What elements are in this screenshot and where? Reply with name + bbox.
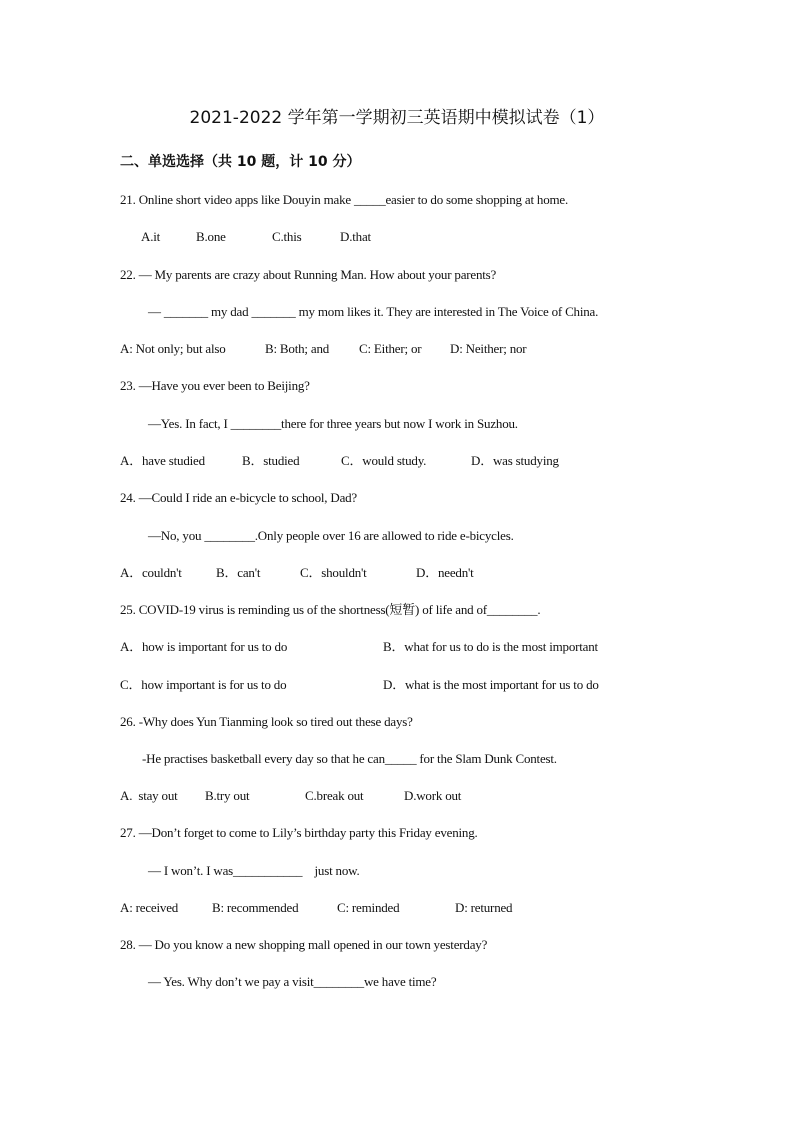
q23-option-b: B．studied [242,453,300,468]
q27-option-d: D: returned [455,900,513,915]
q25-option-a: A．how is important for us to do [120,639,288,654]
section-heading: 二、单选选择（共 10 题，计 10 分） [120,154,361,170]
q22-option-a: A: Not only; but also [120,341,226,356]
q23-option-a: A．have studied [120,453,205,468]
question-22-stem: 22. — My parents are crazy about Running Man. How about your parents? [120,267,497,282]
question-27-reply: — I won’t. I was___________ just now. [148,863,360,878]
q21-option-c: C.this [272,229,302,244]
q22-option-b: B: Both; and [265,341,330,356]
q24-option-d: D．needn't [416,565,474,580]
q26-option-d: D.work out [404,788,462,803]
question-22-reply: — _______ my dad _______ my mom likes it. They are interested in The Voice of China. [148,304,599,319]
q22-option-c: C: Either; or [359,341,422,356]
question-28-stem: 28. — Do you know a new shopping mall opened in our town yesterday? [120,937,488,952]
question-26-stem: 26. -Why does Yun Tianming look so tired out these days? [120,714,413,729]
page-title: 2021-2022 学年第一学期初三英语期中模拟试卷（1） [189,108,605,128]
q23-option-d: D．was studying [471,453,559,468]
question-24-reply: —No, you ________.Only people over 16 are allowed to ride e-bicycles. [148,528,514,543]
question-25-stem: 25. COVID-19 virus is reminding us of the shortness(短暂) of life and of________. [120,602,541,617]
q24-option-b: B．can't [216,565,261,580]
q24-option-c: C．shouldn't [300,565,367,580]
q26-option-c: C.break out [305,788,364,803]
question-27-stem: 27. —Don’t forget to come to Lily’s birthday party this Friday evening. [120,825,478,840]
question-28-reply: — Yes. Why don’t we pay a visit________we have time? [148,974,437,989]
q27-option-a: A: received [120,900,179,915]
q21-option-a: A.it [141,229,161,244]
question-23-stem: 23. —Have you ever been to Beijing? [120,378,310,393]
question-23-reply: —Yes. In fact, I ________there for three years but now I work in Suzhou. [148,416,518,431]
q21-option-d: D.that [340,229,371,244]
q27-option-b: B: recommended [212,900,299,915]
q25-option-b: B．what for us to do is the most important [383,639,598,654]
q25-option-c: C．how important is for us to do [120,677,287,692]
q23-option-c: C．would study. [341,453,427,468]
q22-option-d: D: Neither; nor [450,341,527,356]
question-26-reply: -He practises basketball every day so that he can_____ for the Slam Dunk Contest. [142,751,557,766]
q21-option-b: B.one [196,229,226,244]
question-24-stem: 24. —Could I ride an e-bicycle to school, Dad? [120,490,358,505]
q24-option-a: A．couldn't [120,565,182,580]
question-21-stem: 21. Online short video apps like Douyin make _____easier to do some shopping at home. [120,192,569,207]
q27-option-c: C: reminded [337,900,400,915]
q25-option-d: D．what is the most important for us to do [383,677,599,692]
q26-option-b: B.try out [205,788,250,803]
q26-option-a: A. stay out [120,788,178,803]
